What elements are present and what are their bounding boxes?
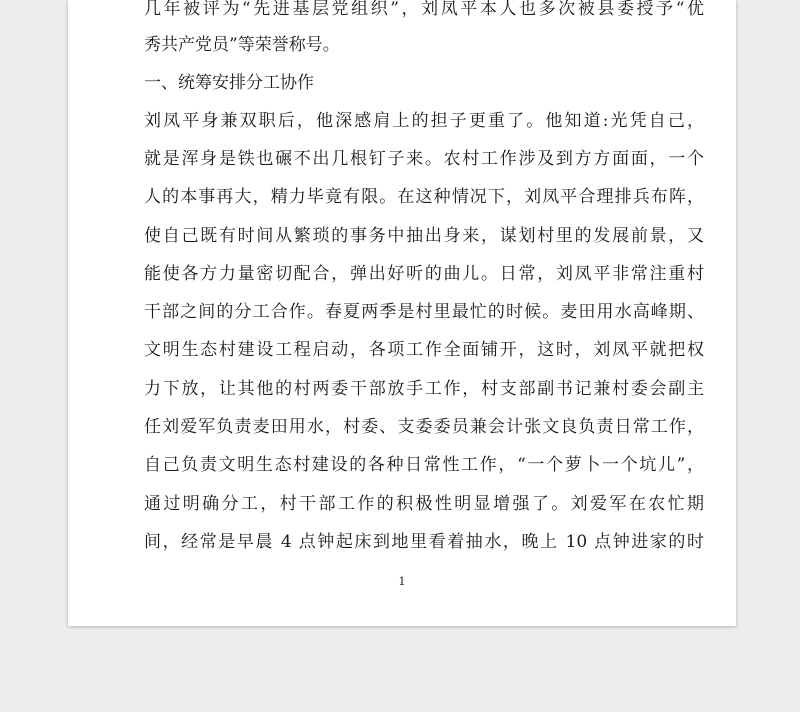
text-line: 任刘爱军负责麦田用水，村委、支委委员兼会计张文良负责日常工作，	[144, 417, 704, 437]
text-line: 就是浑身是铁也碾不出几根钉子来。农村工作涉及到方方面面，一个	[144, 149, 704, 169]
text-line: 文明生态村建设工程启动，各项工作全面铺开，这时，刘凤平就把权	[144, 340, 704, 360]
text-line: 秀共产党员”等荣誉称号。	[144, 35, 340, 55]
text-line: 人的本事再大，精力毕竟有限。在这种情况下，刘凤平合理排兵布阵，	[144, 187, 704, 207]
text-line: 能使各方力量密切配合，弹出好听的曲儿。日常，刘凤平非常注重村	[144, 264, 704, 284]
document-page	[68, 0, 736, 626]
text-line: 力下放，让其他的村两委干部放手工作，村支部副书记兼村委会副主	[144, 379, 704, 399]
section-heading: 一、统筹安排分工协作	[144, 73, 314, 93]
text-line: 自己负责文明生态村建设的各种日常性工作，“一个萝卜一个坑儿”，	[144, 455, 704, 475]
text-line: 几年被评为“先进基层党组织”，刘凤平本人也多次被县委授予“优	[144, 0, 704, 19]
text-line: 间，经常是早晨 4 点钟起床到地里看着抽水，晚上 10 点钟进家的时	[144, 532, 704, 552]
text-line: 使自己既有时间从繁琐的事务中抽出身来，谋划村里的发展前景，又	[144, 226, 704, 246]
text-line: 刘凤平身兼双职后，他深感肩上的担子更重了。他知道:光凭自己，	[144, 111, 704, 131]
text-line: 通过明确分工，村干部工作的积极性明显增强了。刘爱军在农忙期	[144, 494, 704, 514]
page-number: 1	[398, 575, 406, 588]
text-line: 干部之间的分工合作。春夏两季是村里最忙的时候。麦田用水高峰期、	[144, 302, 704, 322]
